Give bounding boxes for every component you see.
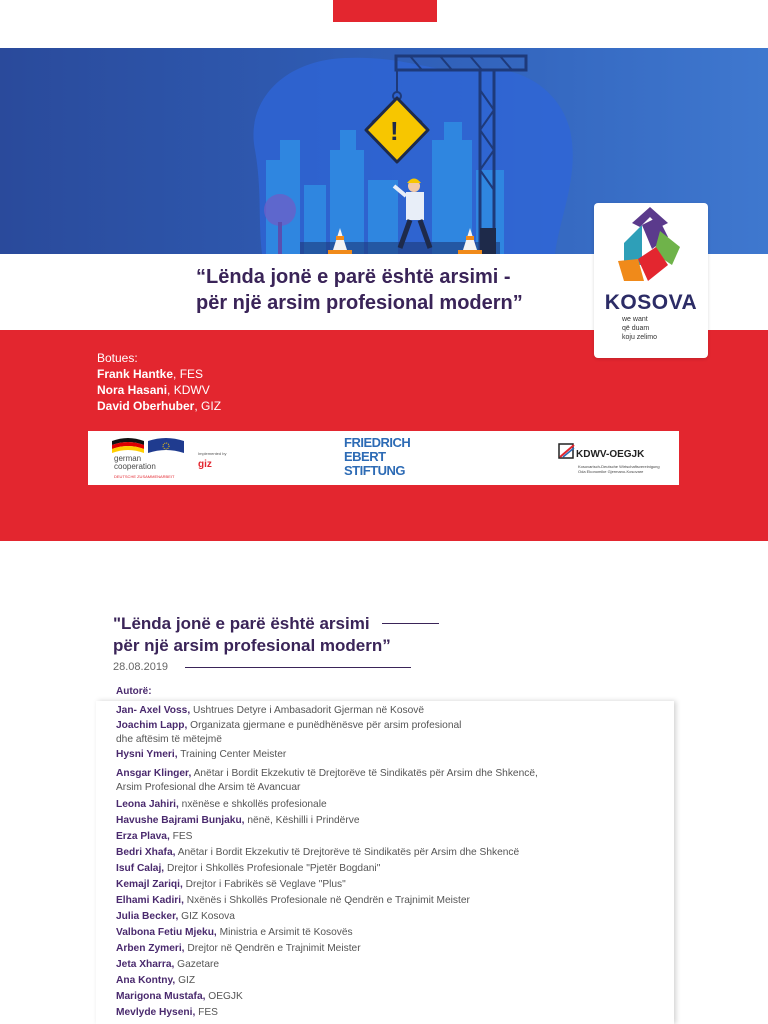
author-item: Elhami Kadiri, Nxënës i Shkollës Profesionale në Qendrën e Trajnimit Meister bbox=[116, 895, 470, 906]
author-item: Julia Becker, GIZ Kosova bbox=[116, 911, 235, 922]
author-item: Marigona Mustafa, OEGJK bbox=[116, 991, 243, 1002]
date-rule bbox=[185, 667, 411, 668]
authors-label: Autorë: bbox=[116, 686, 152, 697]
author-item: Hysni Ymeri, Training Center Meister bbox=[116, 749, 287, 760]
german-cooperation-logo: german cooperation bbox=[114, 454, 156, 471]
author-item: Ana Kontny, GIZ bbox=[116, 975, 196, 986]
kosova-house-icon bbox=[594, 203, 708, 293]
author-item: Jan- Axel Voss, Ushtrues Detyre i Ambasadorit Gjerman në Kosovë bbox=[116, 705, 425, 716]
cover-title-line1: “Lënda jonë e parë është arsimi - bbox=[196, 266, 511, 288]
publishers-label: Botues: bbox=[97, 351, 138, 365]
page2-title bbox=[113, 613, 391, 657]
author-item: Bedri Xhafa, Anëtar i Bordit Ekzekutiv të Drejtorëve të Sindikatës për Arsim dhe Shkencë bbox=[116, 847, 520, 858]
author-item: Valbona Fetiu Mjeku, Ministria e Arsimit të Kosovës bbox=[116, 927, 353, 938]
author-item: Joachim Lapp, Organizata gjermane e punëdhënësve për arsim profesional dhe aftësim të mëtejmë bbox=[116, 720, 462, 745]
publisher-row: Nora Hasani, KDWV bbox=[97, 383, 210, 397]
kdwv-oegjk-subtitle: Kosovarisch-Deutsche Wirtschaftsvereinigung Oda Ekonomike Gjermano-Kosovare bbox=[578, 464, 660, 474]
authors-list bbox=[116, 703, 538, 1021]
author-item: Erza Plava, FES bbox=[116, 831, 193, 842]
kdwv-emblem-icon bbox=[558, 443, 576, 459]
cover-title bbox=[196, 264, 523, 316]
kosova-tagline: we want që duam koju zelimo bbox=[622, 316, 658, 341]
fes-logo: FRIEDRICH EBERT STIFTUNG bbox=[344, 435, 411, 478]
cover-title-line2: për një arsim profesional modern” bbox=[196, 292, 523, 314]
page2-title-line2: për një arsim profesional modern” bbox=[113, 636, 391, 655]
page2-title-line1: "Lënda jonë e parë është arsimi bbox=[113, 614, 370, 633]
author-item: Kemajl Zariqi, Drejtor i Fabrikës së Veglave "Plus" bbox=[116, 879, 346, 890]
kosova-logo bbox=[594, 203, 708, 358]
author-item: Mevlyde Hyseni, FES bbox=[116, 1007, 218, 1018]
publisher-row: David Oberhuber, GIZ bbox=[97, 399, 222, 413]
partner-logos-strip bbox=[88, 431, 679, 485]
kdwv-oegjk-logo: KDWV-OEGJK bbox=[576, 449, 645, 460]
giz-logo: giz bbox=[198, 459, 212, 470]
german-cooperation-subtitle: DEUTSCHE ZUSAMMENARBEIT bbox=[114, 474, 175, 479]
author-item: Jeta Xharra, Gazetare bbox=[116, 959, 220, 970]
author-item: Leona Jahiri, nxënëse e shkollës profesionale bbox=[116, 799, 327, 810]
author-item: Isuf Calaj, Drejtor i Shkollës Profesionale "Pjetër Bogdani" bbox=[116, 863, 381, 874]
author-item: Arben Zymeri, Drejtor në Qendrën e Trajnimit Meister bbox=[116, 943, 361, 954]
giz-implemented-by: Implemented by bbox=[198, 451, 227, 456]
publishers-list bbox=[97, 350, 221, 414]
top-red-tab bbox=[333, 0, 437, 22]
publisher-row: Frank Hantke, FES bbox=[97, 367, 204, 381]
author-item: Havushe Bajrami Bunjaku, nënë, Këshilli i Prindërve bbox=[116, 815, 360, 826]
warning-exclamation-icon: ! bbox=[390, 116, 399, 146]
title-rule bbox=[382, 623, 439, 624]
author-item: Ansgar Klinger, Anëtar i Bordit Ekzekutiv të Drejtorëve të Sindikatës për Arsim dhe Shkencë, Arsim Profesional dhe Arsim të Avancuar bbox=[116, 768, 538, 793]
kosova-wordmark: KOSOVA bbox=[604, 291, 698, 314]
publication-date: 28.08.2019 bbox=[113, 661, 169, 673]
